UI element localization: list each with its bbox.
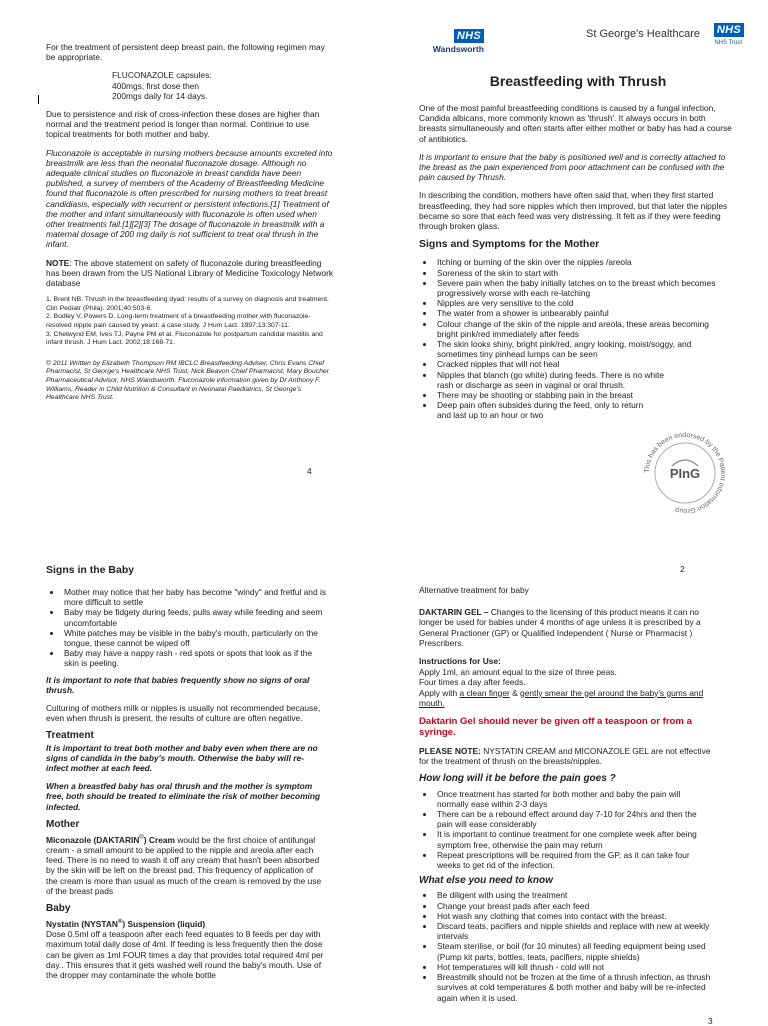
ping-stamp-icon: [640, 428, 730, 518]
list-item: • Steam sterilise, or boil (for 10 minutes) all feeding equipment being used (Pump kit parts, bottles, teats, pacifiers, nipple shields): [435, 941, 711, 961]
page-3-column: [419, 585, 711, 1009]
registered-mark-2: ®: [117, 919, 123, 926]
stamp-ring-text: This has been endorsed by the Patient Information Group: [643, 431, 727, 515]
signs-mother-heading: Signs and Symptoms for the Mother: [419, 238, 600, 251]
page-number-2: 2: [680, 564, 685, 574]
signs-baby-heading: Signs in the Baby: [46, 564, 135, 576]
list-item: • There may be shooting or stabbing pain in the breast: [435, 390, 667, 400]
gently-smear-text: gently smear the gel around: [520, 687, 624, 698]
nhs-logo-box-2: NHS: [714, 23, 744, 37]
positioning-paragraph: It is important to ensure that the baby is positioned well and is correctly attached to the breast as the pain experienced from poor attachment can be confused with the pain caused by Thrush.: [419, 151, 726, 183]
reference-item: 2. Bodley V, Powers D. Long-term treatment of a breastfeeding mother with fluconazole-resolved nipple pain caused by yeast: a case study. J Hum Lact. 1997;13:307-11.: [46, 313, 311, 330]
reference-item: 1. Brent NB. Thrush in the breastfeeding dyad: results of a survey on diagnosis and treatment. Clin Pediatr (Phila). 2001;40:503-6.: [46, 296, 329, 312]
babys-gums-text: the baby's gums and mouth.: [419, 687, 704, 708]
ping-stamp: [640, 428, 730, 518]
page-4-column: [46, 42, 334, 403]
list-item: • The water from a shower is unbearably painful: [435, 308, 730, 318]
list-item: • Be diligent with using the treatment: [435, 890, 711, 900]
daktarin-paragraph: [419, 607, 711, 648]
list-item: • Nipples are very sensitive to the cold: [435, 298, 730, 308]
references: [46, 296, 334, 348]
list-item: • White patches may be visible in the baby's mouth, particularly on the tongue, these cannot be wiped off: [62, 628, 326, 648]
baby-treatment-paragraph: Dose 0.5ml off a teaspoon after each feed equates to 8 feeds per day with maximum total daily dose of 4ml. If feeding is less frequently then the dose can be given as 1ml FOUR times a day that provides total required 4ml per day.. This ensures that it gets washed well round the baby's mouth. Use of the dropper may contaminate the whole bottle: [46, 929, 324, 981]
apply-with-text: Apply with: [419, 687, 460, 698]
no-signs-note: It is important to note that babies frequently show no signs of oral thrush.: [46, 674, 310, 695]
list-item: • Hot temperatures will kill thrush - cold will not: [435, 962, 711, 972]
note-label: NOTE: [46, 257, 70, 268]
st-georges-logo: [586, 24, 744, 46]
daktarin-label: DAKTARIN GEL –: [419, 607, 489, 618]
list-item: • Repeat prescriptions will be required from the GP, as it can take four weeks to get rid of the infection.: [435, 850, 711, 870]
treat-both-note: It is important to treat both mother and baby even when there are no signs of candida in the baby's mouth. Otherwise the baby will re-infect mother at each feed.: [46, 742, 318, 774]
fluconazole-dose: [112, 70, 334, 101]
list-item: • Deep pain often subsides during the feed, only to return and last up to an hour or two: [435, 400, 657, 420]
reference-item: 3. Chetwynd EM, Ives TJ, Payne PM et al. Fluconazole for postpartum candidal mastitis and infant thrush. J Hum Lact. 2002;18:168-71.: [46, 330, 323, 347]
list-item: • Breastmilk should not be frozen at the time of a thrush infection, as thrush survives at cold temperatures & both mother and baby will be re-infected again when it is used.: [435, 972, 711, 1003]
dose-line: 200mgs daily for 14 days.: [112, 90, 208, 101]
treatment-heading: Treatment: [46, 730, 94, 742]
page-2-column: [46, 587, 326, 988]
registered-mark: ®: [139, 835, 144, 842]
list-item: • Itching or burning of the skin over the nipples /areola: [435, 257, 730, 267]
mother-heading: Mother: [46, 818, 80, 830]
intro-text: For the treatment of persistent deep breast pain, the following regimen may be appropriate.: [46, 42, 325, 63]
what-else-heading: What else you need to know: [419, 875, 553, 887]
cream-label: ) Cream: [143, 834, 175, 845]
nystatin-label: [46, 917, 326, 929]
miconazole-label: Miconazole (DAKTARIN: [46, 834, 140, 845]
nhs-logo-box: NHS: [454, 29, 484, 43]
symptom-free-note: When a breastfed baby has oral thrush and the mother is symptom free, both should be treated to eliminate the risk of mother becoming infected.: [46, 781, 321, 812]
list-item: • Soreness of the skin to start with: [435, 268, 730, 278]
persistence-paragraph: Due to persistence and risk of cross-infection these doses are higher than normal and the treatment period is longer than normal. Continue to use topical treatments for both mother and baby.: [46, 109, 320, 140]
document-title: Breastfeeding with Thrush: [489, 73, 667, 89]
mother-treatment-text: would be the first choice of antifungal cream - a small amount to be applied to the nipple and areola after each feed. There is no need to wash it off any cream that hasn't been absorbed by the skin will be left on the breast pad. This frequency of application of the cream is more than usual as much of the cream is removed by the use of the breast pads: [46, 834, 322, 896]
list-item: • Severe pain when the baby initially latches on to the breast which becomes progressively worse with each re-latching: [435, 278, 730, 298]
wandsworth-label: Wandsworth: [432, 44, 484, 54]
list-item: • Cracked nipples that will not heal: [435, 359, 730, 369]
page-1-column: [419, 103, 735, 427]
list-item: • The skin looks shiny, bright pink/red, angry looking, moist/soggy, and sometimes tiny pinhead lumps can be seen: [435, 339, 730, 359]
please-note-paragraph: [419, 746, 711, 766]
nhs-trust-label: NHS Trust: [714, 40, 742, 46]
signs-mother-list: [419, 257, 730, 420]
baby-heading: Baby: [46, 903, 71, 915]
list-item: • It is important to continue treatment for one complete week after being symptom free, otherwise the pain may return: [435, 829, 711, 849]
credit-text: © 2011 Written by Elizabeth Thompson RM IBCLC Breastfeeding Adviser, Chris Evans Chief Pharmacist, St George's Healthcare NHS Trust, Nick Beavon Chief Pharmacist, Mary Boucher Pharmaceutical Advisor, NHS Wandsworth. Fluconazole information given by Dr Anthony F. Williams, Reader in Child Nutrition & Consultant in Neonatal Paediatrics, St George's Healthcare NHS Trust.: [46, 359, 329, 402]
please-note-text: NYSTATIN CREAM and MICONAZOLE GEL are not effective for the treatment of thrush on the breasts/nipples.: [419, 746, 711, 767]
list-item: • Baby may be fidgety during feeds, pulls away while feeding and seem uncomfortable: [62, 607, 326, 627]
stamp-logo-text: PInG: [669, 466, 701, 481]
list-item: • Baby may have a nappy rash - red spots or spots that look as if the skin is peeling.: [62, 648, 326, 668]
culturing-paragraph: Culturing of mothers milk or nipples is usually not recommended because, even when thrush is present, the results of culture are often negative.: [46, 703, 321, 724]
page-number-4: 4: [307, 466, 312, 476]
nystatin-name: Nystatin (NYSTAN: [46, 919, 118, 930]
list-item: • Mother may notice that her baby has become "windy" and fretful and is more difficult to settle: [62, 587, 326, 607]
daktarin-warning: Daktarin Gel should never be given off a teaspoon or from a syringe.: [419, 716, 692, 739]
list-item: • Hot wash any clothing that comes into contact with the breast.: [435, 911, 711, 921]
list-item: • Colour change of the skin of the nipple and areola, these areas becoming bright pink/red immediately after feeds: [435, 319, 730, 339]
list-item: • Nipples that blanch (go white) during feeds. There is no white rash or discharge as seen in vaginal or oral thrush.: [435, 370, 667, 390]
daktarin-text: Changes to the licensing of this product means it can no longer be used for babies under 4 months of age unless it is prescribed by a General Practioner (GP) or Qualified Independent ( Nurse or Pharmacist ) Prescribers.: [419, 607, 701, 648]
description-paragraph: In describing the condition, mothers have often said that, when they first started breastfeeding, they had sore nipples which then improved, but that later the nipples became so sore that each feed was very distressing. It felt as if they were feeding through broken glass.: [419, 190, 728, 232]
nhs-wandsworth-logo: [418, 26, 484, 54]
st-georges-label: St George's Healthcare: [586, 28, 700, 40]
instructions-heading: Instructions for Use:: [419, 656, 501, 667]
instruction-line: Apply 1ml, an amount equal to the size of three peas.: [419, 667, 617, 678]
instruction-line: Four times a day after feeds.: [419, 677, 526, 688]
note-text: : The above statement on safety of fluconazole during breastfeeding has been drawn from the US National Library of Medicine Toxicology Network database: [46, 257, 334, 289]
list-item: • Discard teats, pacifiers and nipple shields and replace with new at weekly intervals: [435, 921, 711, 941]
note-paragraph: [46, 258, 334, 289]
fluconazole-paragraph: Fluconazole is acceptable in nursing mothers because amounts excreted into breastmilk are less than the neonatal fluconazole dosage. Although no adequate clinical studies on fluconazole in breast candida have been published, a survey of members of the Academy of Breastfeeding Medicine found that fluconazole is often prescribed for nursing mothers to treat breast candidiasis, especially with recurrent or persistent infections.[1] Treatment of the mother and infant simultaneously with fluconazole is often used when other treatments fail.[1][2][3] The dosage of fluconazole in breastmilk with a maternal dosage of 200 mg daily is not sufficient to treat oral thrush in the infant.: [46, 147, 333, 250]
please-note-label: PLEASE NOTE:: [419, 746, 481, 757]
apply-with-line: [419, 688, 711, 708]
how-long-heading: How long will it be before the pain goes ?: [419, 773, 616, 785]
suspension-label: ) Suspension (liquid): [122, 919, 206, 930]
list-item: • Change your breast pads after each feed: [435, 901, 711, 911]
list-item: • There can be a rebound effect around day 7-10 for 24hrs and then the pain will ease considerably: [435, 809, 711, 829]
page-number-3: 3: [708, 1016, 713, 1026]
dose-line: FLUCONAZOLE capsules:: [112, 70, 212, 81]
what-else-list: [419, 890, 711, 1002]
signs-baby-list: [46, 587, 326, 669]
list-item: • Once treatment has started for both mother and baby the pain will normally ease within 2-3 days: [435, 789, 711, 809]
alternative-treatment: Alternative treatment for baby: [419, 585, 529, 595]
clean-finger-text: a clean finger: [459, 687, 510, 698]
dose-line: 400mgs, first dose then: [112, 80, 200, 91]
ampersand: &: [509, 687, 521, 698]
text-cursor: [38, 95, 39, 104]
how-long-list: [419, 789, 711, 871]
intro-paragraph: One of the most painful breastfeeding conditions is caused by a fungal infection, Candida albicans, more commonly known as 'thrush'. It always occurs in both breasts simultaneously and often starts after either mother or baby has had a course of antibiotics.: [419, 103, 732, 144]
mother-treatment-paragraph: [46, 833, 326, 896]
